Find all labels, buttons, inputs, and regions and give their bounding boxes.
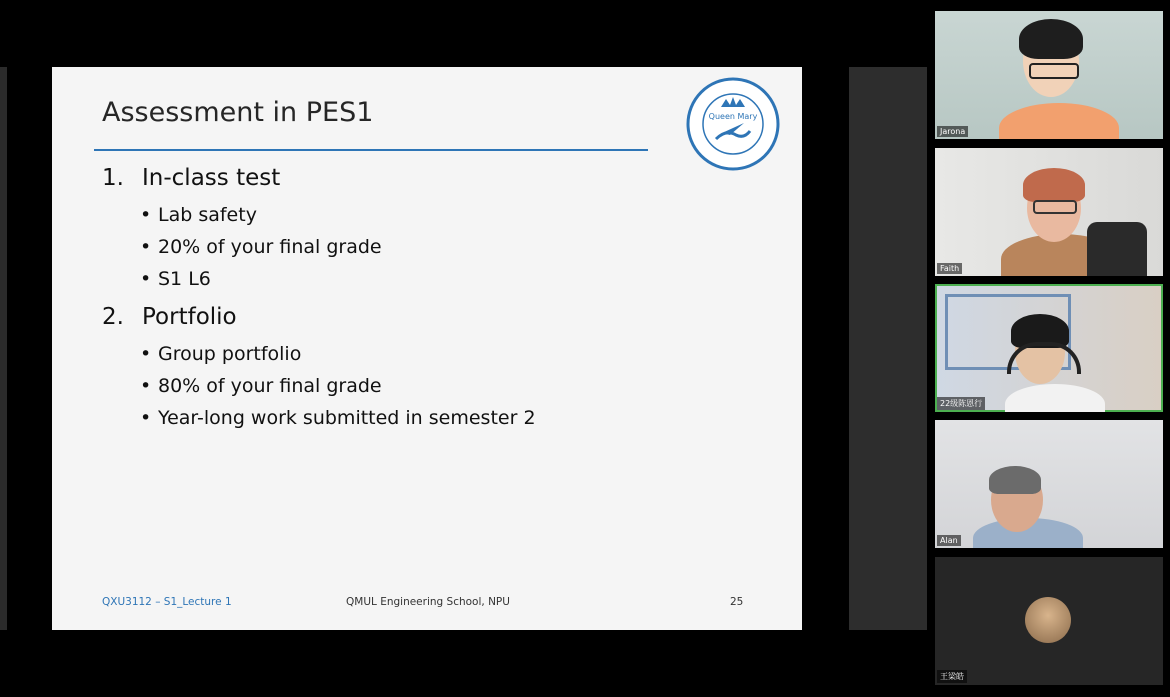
participant-name: 22级陈恩行 [937, 397, 985, 410]
list-item-heading: 1. In-class test [102, 165, 281, 191]
glasses-icon [1029, 63, 1079, 79]
bullet-item: • 80% of your final grade [140, 370, 536, 402]
list-item-heading: 2. Portfolio [102, 304, 237, 330]
participant-video-tile[interactable] [935, 148, 1163, 276]
bullet-list [140, 199, 382, 295]
adjacent-slide-panel-right [849, 67, 927, 630]
slide-title: Assessment in PES1 [102, 97, 374, 128]
participant-avatar-tile[interactable] [935, 557, 1163, 685]
bullet-item: • Lab safety [140, 199, 382, 231]
participant-name: Faith [937, 263, 962, 274]
participant-name: Jarona [937, 126, 968, 137]
bullet-item: • Group portfolio [140, 338, 536, 370]
title-underline [94, 149, 648, 151]
participant-name: 王梁皓 [937, 670, 967, 683]
participant-name: Alan [937, 535, 961, 546]
participant-figure [999, 103, 1119, 139]
participant-video-tile[interactable] [935, 11, 1163, 139]
presentation-slide [52, 67, 802, 630]
footer-page-number: 25 [730, 596, 744, 608]
glasses-icon [1033, 200, 1077, 214]
participant-video-tile[interactable] [935, 420, 1163, 548]
bullet-item: • Year-long work submitted in semester 2 [140, 402, 536, 434]
footer-institution: QMUL Engineering School, NPU [346, 596, 510, 608]
svg-text:Queen Mary: Queen Mary [708, 112, 758, 121]
avatar [1025, 597, 1071, 643]
footer-course-code: QXU3112 – S1_Lecture 1 [102, 596, 232, 608]
qmul-npu-seal-icon [686, 77, 780, 171]
adjacent-slide-panel-left [0, 67, 7, 630]
participant-figure [1005, 384, 1105, 412]
bullet-item: • S1 L6 [140, 263, 382, 295]
bullet-list [140, 338, 536, 434]
bullet-item: • 20% of your final grade [140, 231, 382, 263]
participant-video-tile-active[interactable] [935, 284, 1163, 412]
